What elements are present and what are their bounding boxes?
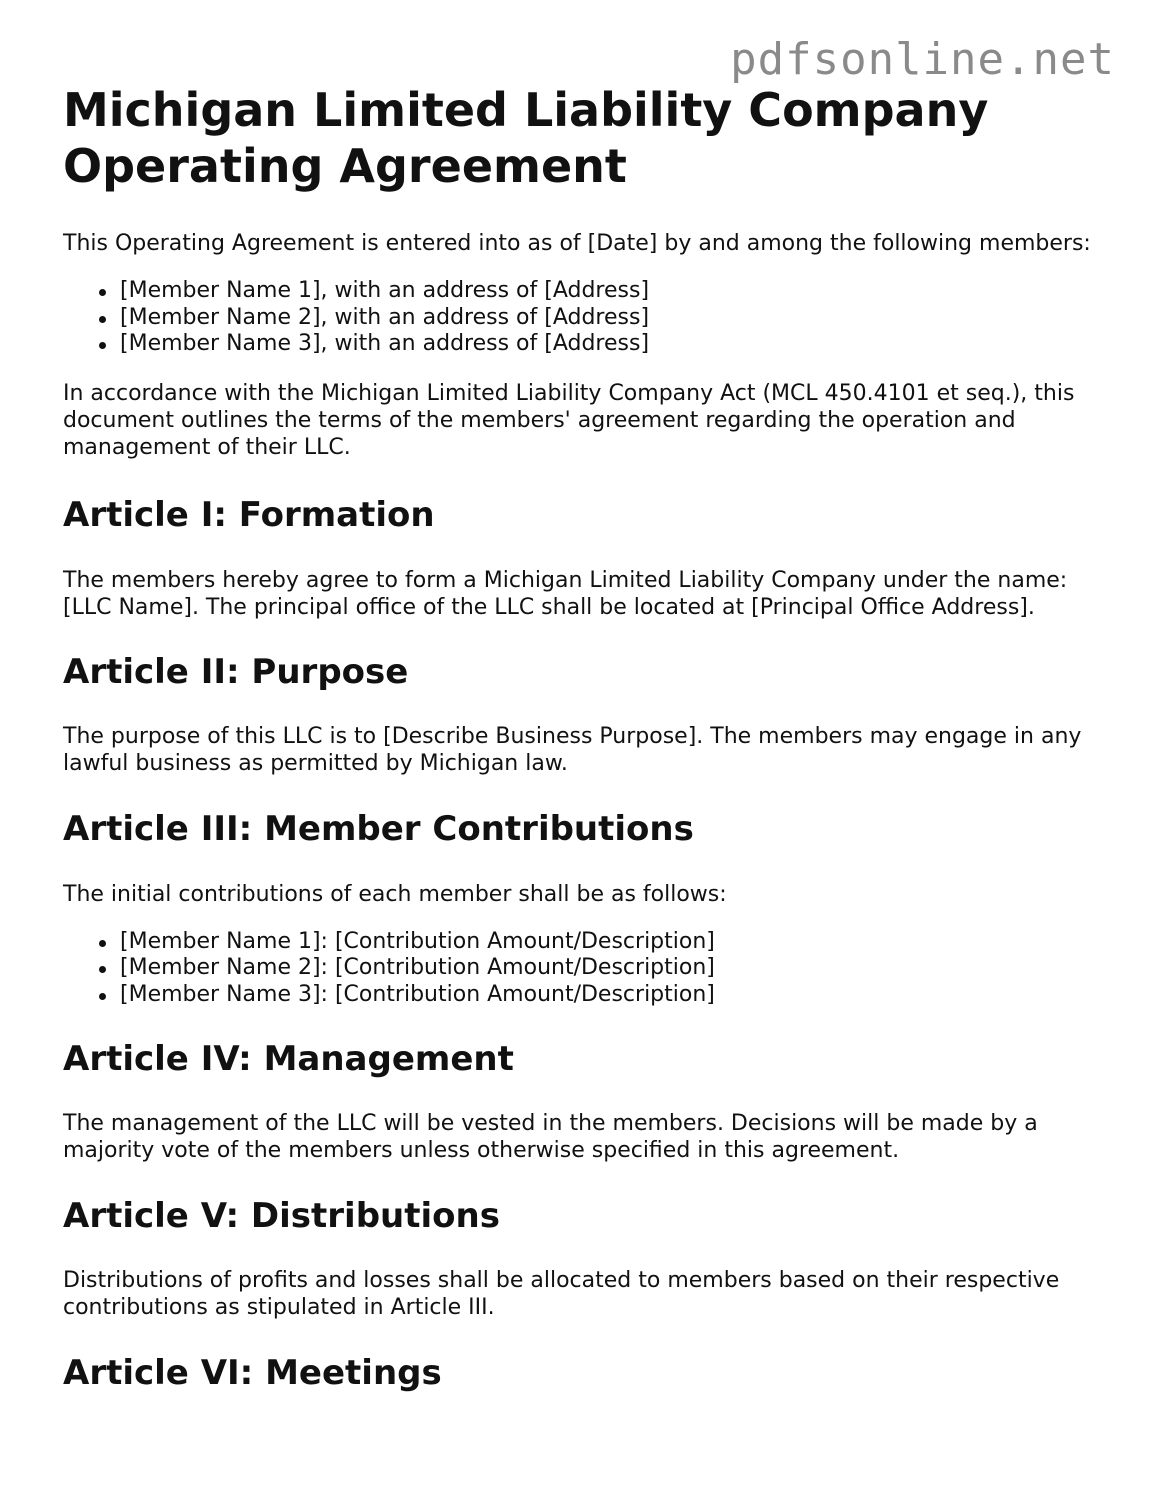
- list-item: [Member Name 2]: [Contribution Amount/Description]: [120, 955, 1093, 982]
- article-contributions-heading: Article III: Member Contributions: [63, 808, 694, 849]
- document-title: Michigan Limited Liability Company Operating Agreement: [63, 83, 989, 193]
- list-item: [Member Name 1], with an address of [Address]: [120, 278, 1093, 305]
- article-management-text: The management of the LLC will be vested in the members. Decisions will be made by a majority vote of the members unless otherwise specified in this agreement.: [63, 1111, 1038, 1163]
- article-distributions-text: Distributions of profits and losses shall be allocated to members based on their respective contributions as stipulated in Article III.: [63, 1268, 1060, 1320]
- intro-paragraph: This Operating Agreement is entered into as of [Date] by and among the following members:: [63, 231, 1091, 256]
- article-purpose-text: The purpose of this LLC is to [Describe Business Purpose]. The members may engage in any lawful business as permitted by Michigan law.: [63, 723, 1082, 776]
- article-formation-text: The members hereby agree to form a Michigan Limited Liability Company under the name: [LLC Name]. The principal office of the LLC shall be located at [Principal Office Address].: [63, 567, 1068, 620]
- watermark-text: pdfsonline.net: [730, 34, 1115, 85]
- contributions-list: [63, 929, 1093, 1009]
- list-item: [Member Name 3], with an address of [Address]: [120, 331, 1093, 358]
- act-paragraph: In accordance with the Michigan Limited Liability Company Act (MCL 450.4101 et seq.), this document outlines the terms of the members' agreement regarding the operation and management of their LLC.: [63, 380, 1075, 460]
- article-contributions-text: The initial contributions of each member shall be as follows:: [63, 881, 727, 907]
- article-formation-heading: Article I: Formation: [63, 494, 435, 535]
- members-list: [63, 278, 1093, 358]
- list-item: [Member Name 3]: [Contribution Amount/Description]: [120, 982, 1093, 1009]
- article-distributions-heading: Article V: Distributions: [63, 1196, 500, 1236]
- article-purpose-heading: Article II: Purpose: [63, 651, 409, 692]
- article-management-heading: Article IV: Management: [63, 1039, 514, 1079]
- article-meetings-heading: Article VI: Meetings: [63, 1353, 442, 1393]
- document-page: [63, 82, 1093, 1393]
- list-item: [Member Name 2], with an address of [Address]: [120, 305, 1093, 332]
- list-item: [Member Name 1]: [Contribution Amount/Description]: [120, 929, 1093, 956]
